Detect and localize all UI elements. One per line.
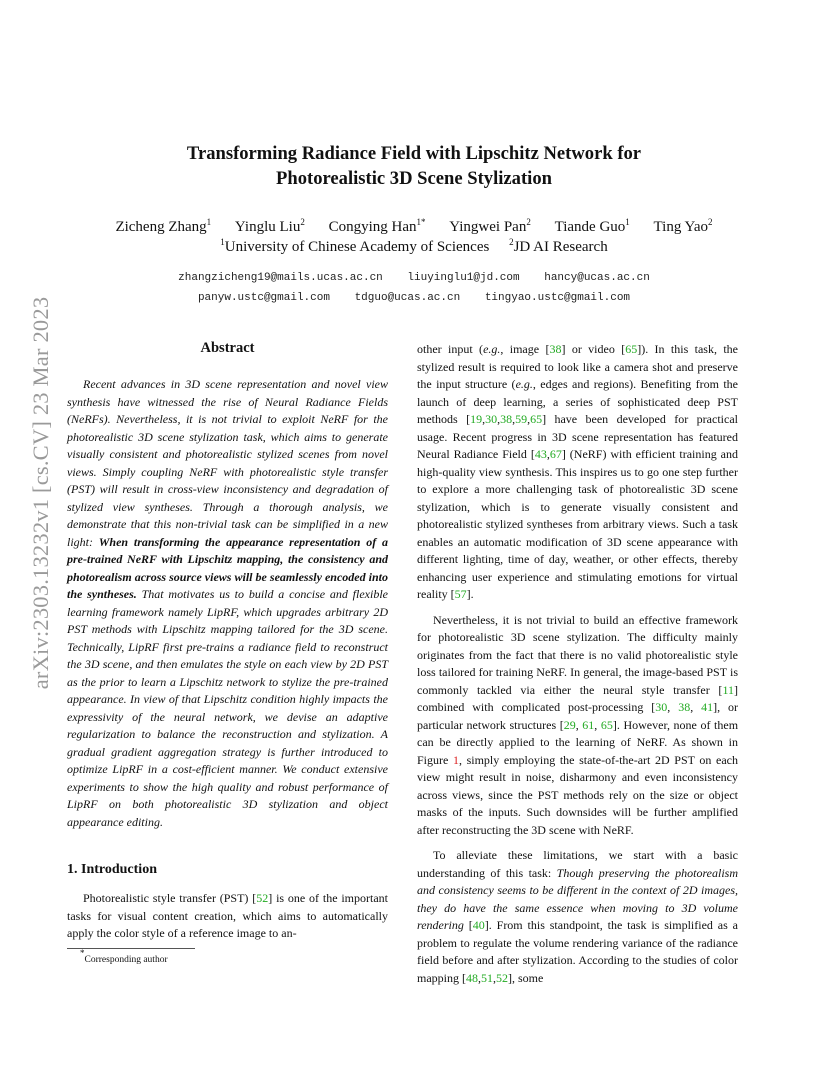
email: liuyinglu1@jd.com	[407, 272, 520, 284]
citation-link[interactable]: 40	[472, 918, 485, 932]
citation-link[interactable]: 30	[655, 700, 668, 714]
footnote: *Corresponding author	[80, 948, 168, 965]
paper-title	[100, 141, 728, 191]
author: Ting Yao$^2$	[653, 217, 713, 235]
citation-link[interactable]: 59	[515, 412, 528, 426]
citation-link[interactable]: 51	[481, 970, 493, 985]
figure-link[interactable]: 1	[452, 752, 459, 767]
email: panyw.ustc@gmail.com	[197, 291, 330, 304]
citation-link[interactable]: 65	[530, 412, 543, 426]
title-line-2: Photorealistic 3D Scene Stylization	[276, 168, 552, 189]
author-list	[60, 218, 768, 237]
author: Zicheng Zhang$^1$	[115, 217, 212, 235]
affiliation: $^1$University of Chinese Academy of Sciences	[220, 237, 490, 255]
email: tdguo@ucas.ac.cn	[354, 291, 461, 304]
citation-link[interactable]: 67	[549, 447, 562, 461]
intro-paragraph: Photorealistic style transfer (PST) [52] is one of the important tasks for visual content creation, which aims to automatically apply the color style of a reference image to an-	[67, 891, 388, 940]
citation-link[interactable]: 52	[256, 891, 269, 905]
author: Yinglu Liu$^2$	[234, 217, 305, 235]
title-line-1: Transforming Radiance Field with Lipschitz Network for	[186, 143, 642, 164]
citation-link[interactable]: 29	[563, 717, 576, 732]
author: Yingwei Pan$^2$	[449, 217, 531, 235]
citation-link[interactable]: 61	[582, 717, 595, 732]
email-list	[60, 269, 768, 308]
email: tingyao.ustc@gmail.com	[484, 291, 631, 304]
citation-link[interactable]: 65	[600, 717, 613, 732]
footnote-rule	[67, 948, 195, 949]
body-paragraph: Nevertheless, it is not trivial to build an effective framework for photorealistic 3D scene stylization. The difficulty mainly originates from the fact that there is no valid photorealistic style loss tailored for training NeRF. In general, the image-based PST is commonly tackled via either the neural style transfer [11] combined with complicated post-processing [30, 38, 41], or particular network structures [29, 61, 65]. However, none of them can be directly applied to the learning of NeRF. As shown in Figure 1, simply employing the state-of-the-art 2D PST on each view might result in noise, disharmony and even inconsistency across views, since the PST methods rely on the size or object masks of the inputs. Such downsides will be further amplified after reconstructing the 3D scene with NeRF.	[417, 612, 739, 837]
citation-link[interactable]: 65	[625, 342, 638, 356]
abstract-heading: Abstract	[200, 340, 255, 356]
body-paragraph: To alleviate these limitations, we start with a basic understanding of this task: Though preserving the photorealism and consistency seems to be different in the context of 2D images, they do have the same essence when moving to 3D volume rendering [40]. From this standpoint, the task is simplified as a problem to regulate the volume rendering variance of the radiance field before and after stylization. According to the studies of color mapping [48,51,52], some	[417, 848, 739, 985]
author: Tiande Guo$^1$	[554, 217, 630, 235]
right-column	[417, 341, 738, 995]
abstract-text: Recent advances in 3D scene representation and novel view synthesis have witnessed the rise of Neural Radiance Fields (NeRFs). Nevertheless, it is not trivial to exploit NeRF for the photorealistic 3D scene stylization task, which aims to generate visually consistent and photorealistic stylized scenes from novel views. Simply coupling NeRF with photorealistic style transfer (PST) will result in cross-view inconsistency and degradation of stylized view syntheses. Through a thorough analysis, we demonstrate that this non-trivial task can be simplified in a new light: When transforming the appearance representation of a pre-trained NeRF with Lipschitz mapping, the consistency and photorealism across source views will be seamlessly encoded into the syntheses. That motivates us to build a concise and flexible learning framework namely LipRF, which upgrades arbitrary 2D PST methods with Lipschitz mapping tailored for the 3D scene. Technically, LipRF first pre-trains a radiance field to reconstruct the 3D scene, and then emulates the style on each view by 2D PST as the prior to learn a Lipschitz network to stylize the pre-trained appearance. In view of that Lipschitz condition highly impacts the expressivity of the neural network, we devise an adaptive regularization to balance the reconstruction and stylization. A gradual gradient aggregation strategy is further introduced to optimize LipRF in a cost-efficient manner. We conduct extensive experiments to show the high quality and robust performance of LipRF on both photorealistic 3D stylization and object appearance editing.	[67, 377, 388, 829]
citation-link[interactable]: 52	[496, 970, 508, 985]
email-row	[60, 269, 768, 289]
citation-link[interactable]: 19	[470, 412, 483, 426]
citation-link[interactable]: 41	[701, 700, 714, 714]
citation-link[interactable]: 43	[534, 447, 547, 461]
affiliation-list	[60, 238, 768, 257]
citation-link[interactable]: 48	[466, 970, 478, 985]
affiliation: $^2$JD AI Research	[509, 237, 608, 255]
email: zhangzicheng19@mails.ucas.ac.cn	[178, 272, 383, 284]
citation-link[interactable]: 38	[549, 342, 562, 356]
arxiv-id: arXiv:2303.13232v1 [cs.CV] 23 Mar 2023	[28, 296, 53, 690]
citation-link[interactable]: 57	[454, 587, 467, 601]
abstract-bold-claim: When transforming the appearance representation of a pre-trained NeRF with Lipschitz mapping, the consistency and photorealism across source views will be seamlessly encoded into the syntheses.	[67, 534, 388, 601]
body-paragraph: other input (e.g., image [38] or video [65]). In this task, the stylized result is required to look like a camera shot and preserve the input structure (e.g., edges and regions). Benefiting from the launch of deep learning, a series of sophisticated deep PST methods [19,30,38,59,65] have been developed for practical usage. Recent progress in 3D scene representation has featured Neural Radiance Field [43,67] (NeRF) with efficient training and high-quality view synthesis. This inspires us to go one step further to explore a more challenging task of photorealistic 3D scene stylization, which is to generate visually consistent and photorealistic stylized syntheses from arbitrary views. Such a task enables an automatic modification of 3D scene appearance with different lighting, time of day, weather, or other effects, thereby enhancing user experience and stimulating emotions for virtual reality [57].	[417, 342, 738, 601]
citation-link[interactable]: 38	[500, 412, 513, 426]
section-heading: 1. Introduction	[67, 862, 157, 877]
email: hancy@ucas.ac.cn	[544, 272, 650, 284]
author: Congying Han$^{1*}$	[328, 217, 426, 235]
email-row	[60, 289, 768, 309]
citation-link[interactable]: 30	[485, 412, 498, 426]
arxiv-watermark	[22, 283, 60, 703]
citation-link[interactable]: 38	[678, 700, 691, 714]
citation-link[interactable]: 11	[722, 682, 734, 697]
